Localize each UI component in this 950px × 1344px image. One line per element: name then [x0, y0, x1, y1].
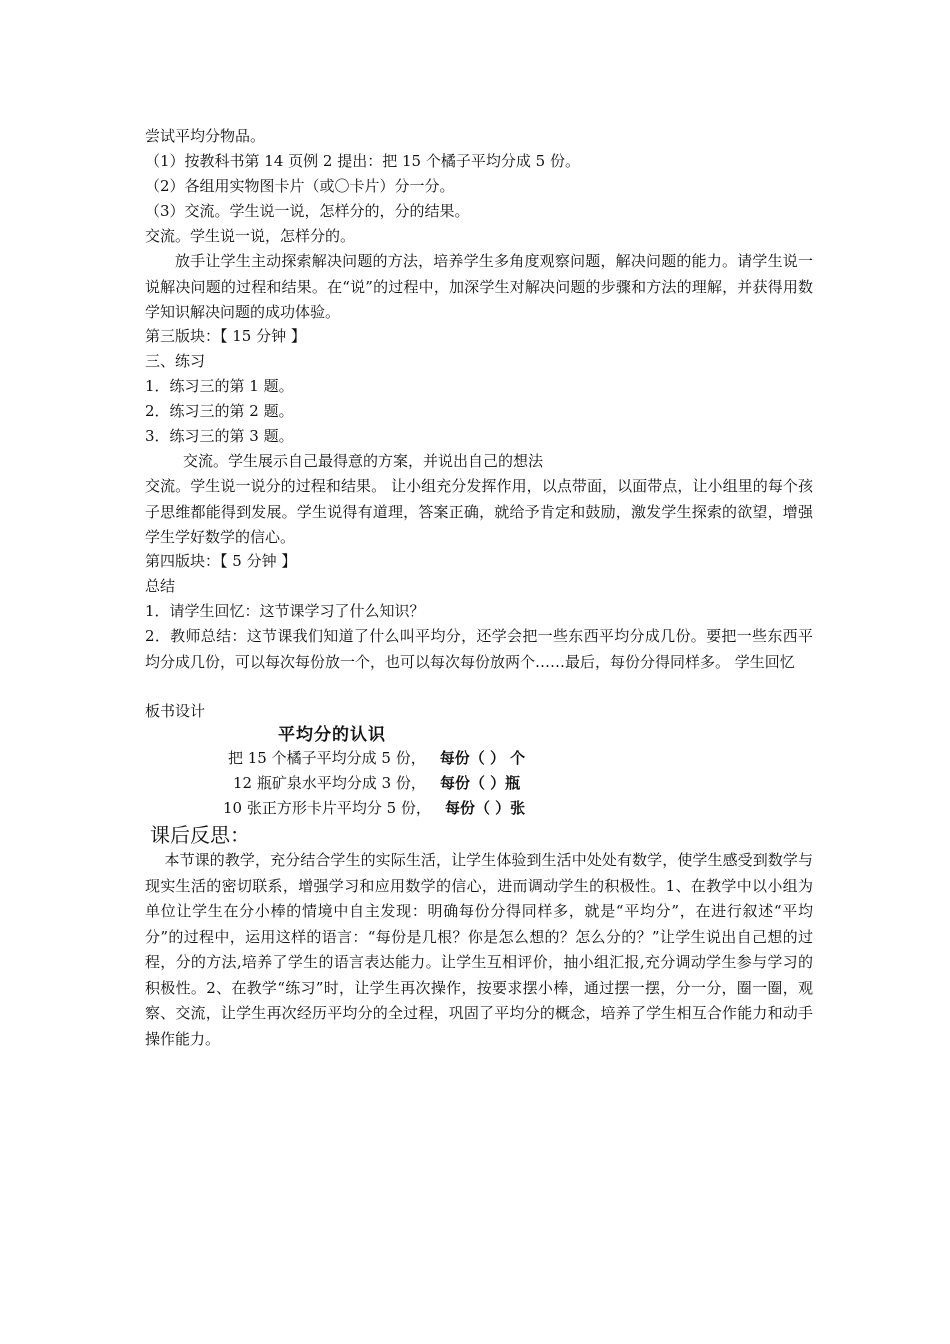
text-line: 尝试平均分物品。 — [145, 127, 266, 145]
exercise-item: 1．练习三的第 1 题。 — [145, 377, 294, 395]
section-subtitle: 三、练习 — [145, 352, 206, 370]
board-title: 平均分的认识 — [278, 725, 386, 745]
section-heading: 第三版块：【 15 分钟 】 — [145, 327, 306, 345]
board-row-answer: 每份（ ）张 — [444, 799, 526, 817]
board-row-answer: 每份（ ）瓶 — [439, 774, 521, 792]
board-row — [233, 771, 520, 795]
board-row-text: 10 张正方形卡片平均分 5 份， — [223, 799, 431, 817]
summary-item: 2．教师总结：这节课我们知道了什么叫平均分，还学会把一些东西平均分成几份。要把一些东西平均分成几份，可以每次每份放一个，也可以每次每份放两个……最后，每份分得同样多。 学生回忆 — [145, 627, 813, 671]
paragraph-method: 放手让学生主动探索解决问题的方法，培养学生多角度观察问题，解决问题的能力。请学生说一说解决问题的过程和结果。在“说”的过程中，加深学生对解决问题的步骤和方法的理解，并获得用数学知识解决问题的成功体验。 — [145, 252, 813, 321]
text-line: （2）各组用实物图卡片（或〇卡片）分一分。 — [145, 177, 455, 195]
board-row-answer: 每份（ ） 个 — [439, 749, 526, 767]
text-line: （3）交流。学生说一说，怎样分的，分的结果。 — [145, 202, 470, 220]
section-heading: 第四版块：【 5 分钟 】 — [145, 552, 297, 570]
board-row-text: 12 瓶矿泉水平均分成 3 份， — [233, 774, 426, 792]
reflection-body: 本节课的教学，充分结合学生的实际生活，让学生体验到生活中处处有数学，使学生感受到数学与现实生活的密切联系，增强学习和应用数学的信心，进而调动学生的积极性。1、在教学中以小组为单位让学生在分小棒的情境中自主发现：明确每份分得同样多，就是“平均分”，在进行叙述“平均分”的过程中，运用这样的语言：“每份是几根？你是怎么想的？怎么分的？”让学生说出自己想的过程，分的方法,培养了学生的语言表达能力。让学生互相评价，抽小组汇报,充分调动学生参与学习的积极性。2、在教学“练习”时，让学生再次操作，按要求摆小棒，通过摆一摆，分一分，圈一圈，观察、交流，让学生再次经历平均分的全过程，巩固了平均分的概念，培养了学生相互合作能力和动手操作能力。 — [145, 851, 813, 1048]
reflection-title: 课后反思： — [150, 823, 250, 847]
board-row — [228, 746, 525, 770]
exercise-item: 2．练习三的第 2 题。 — [145, 402, 294, 420]
board-row-text: 把 15 个橘子平均分成 5 份， — [228, 749, 426, 767]
exercise-note: 交流。学生展示自己最得意的方案，并说出自己的想法 — [183, 452, 544, 470]
section-subtitle: 总结 — [145, 577, 176, 595]
board-label: 板书设计 — [145, 702, 206, 720]
board-row — [223, 796, 525, 820]
exercise-item: 3．练习三的第 3 题。 — [145, 427, 294, 445]
text-line: （1）按教科书第 14 页例 2 提出：把 15 个橘子平均分成 5 份。 — [145, 152, 580, 170]
summary-item: 1．请学生回忆：这节课学习了什么知识？ — [145, 602, 425, 620]
text-line: 交流。学生说一说，怎样分的。 — [145, 227, 356, 245]
paragraph-exchange: 交流。学生说一说分的过程和结果。 让小组充分发挥作用，以点带面，以面带点，让小组里的每个孩子思维都能得到发展。学生说得有道理，答案正确，就给予肯定和鼓励，激发学生探索的欲望，增强学生学好数学的信心。 — [145, 477, 813, 546]
